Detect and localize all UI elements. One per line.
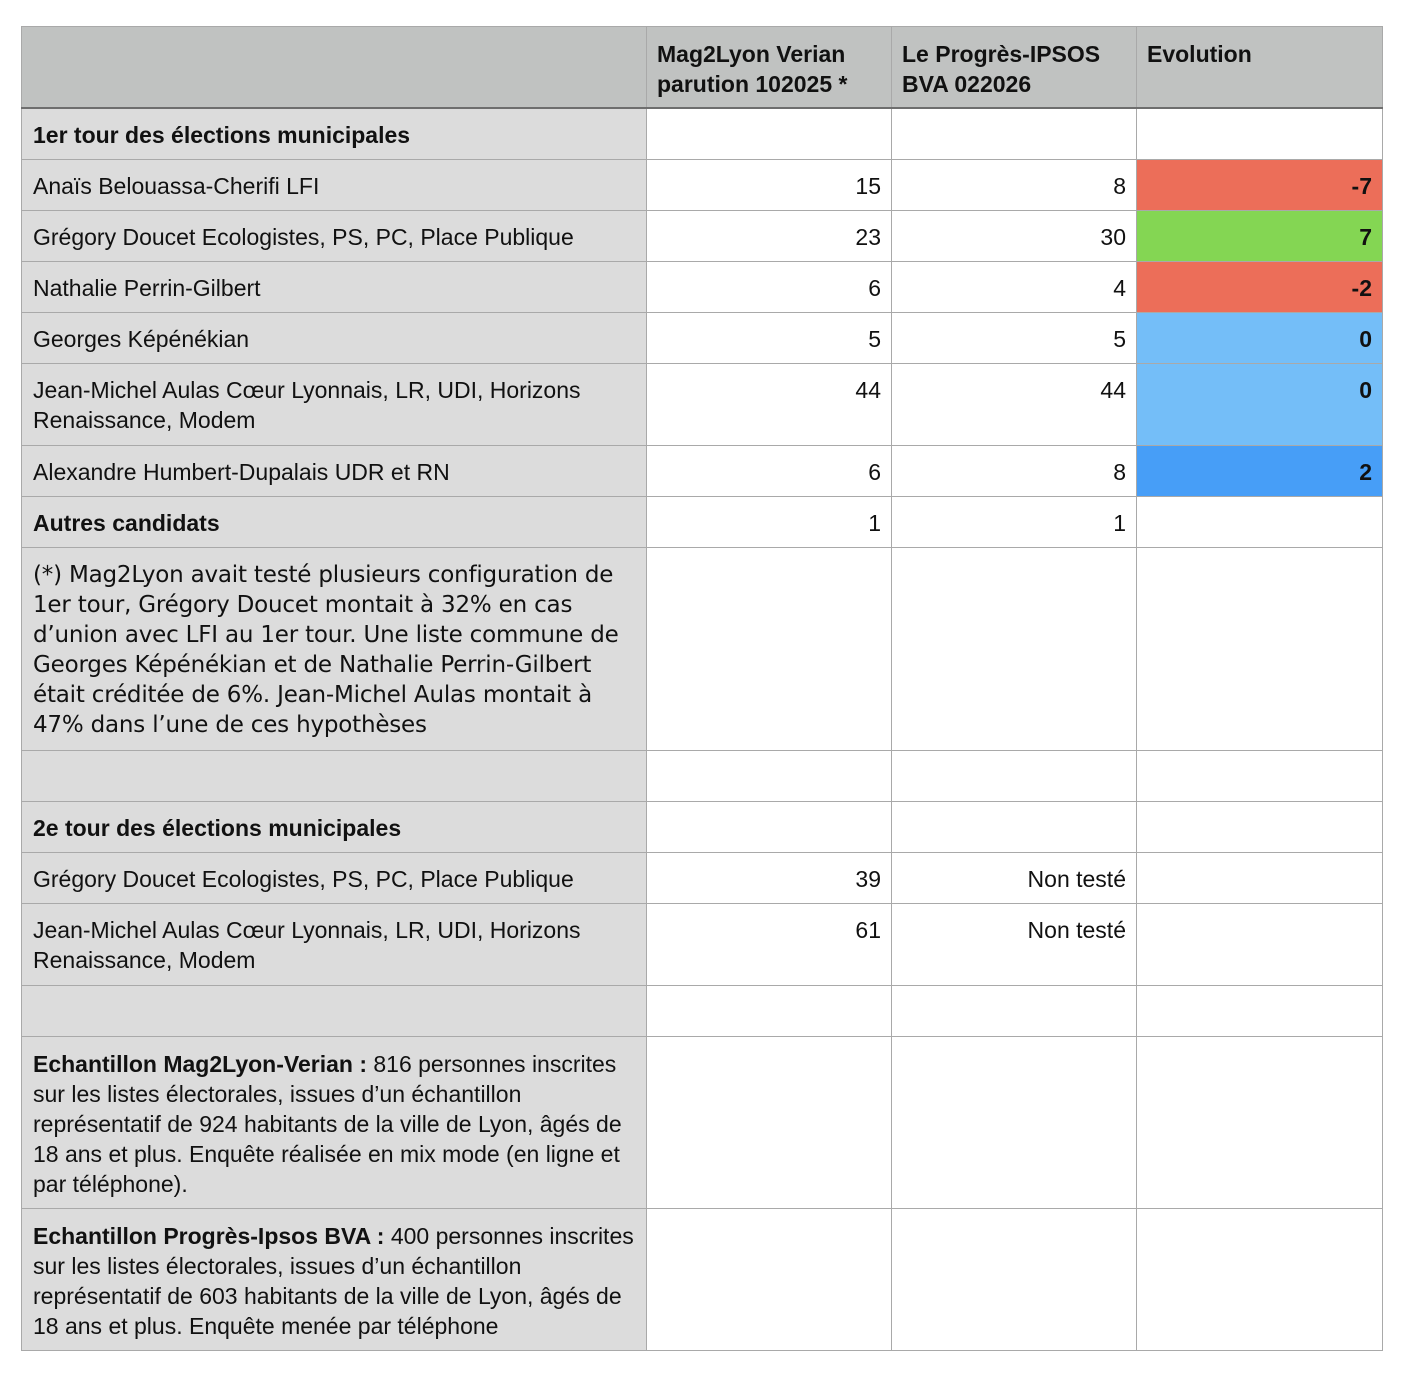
- evolution-value: [1137, 904, 1383, 986]
- empty-cell: [892, 108, 1137, 160]
- empty-cell: [1137, 1209, 1383, 1351]
- header-evolution: Evolution: [1137, 27, 1383, 109]
- candidate-name: Georges Képénékian: [22, 313, 647, 364]
- candidate-name: Jean-Michel Aulas Cœur Lyonnais, LR, UDI, Horizons Renaissance, Modem: [22, 904, 647, 986]
- evolution-value: 0: [1137, 313, 1383, 364]
- header-mag2lyon: Mag2Lyon Verian parution 102025 *: [647, 27, 892, 109]
- table-row: [22, 211, 1383, 262]
- empty-cell: [892, 802, 1137, 853]
- evolution-value: 2: [1137, 446, 1383, 497]
- sample-text: 400 personnes inscrites sur les listes électorales, issues d’un échantillon représentatif de 603 habitants de la ville de Lyon, âgés de 18 ans et plus. Enquête menée par téléphone: [33, 1223, 634, 1339]
- table-row: [22, 904, 1383, 986]
- mag2lyon-value: 1: [647, 497, 892, 548]
- progres-value: 5: [892, 313, 1137, 364]
- table-row: [22, 364, 1383, 446]
- mag2lyon-value: 39: [647, 853, 892, 904]
- mag2lyon-value: 61: [647, 904, 892, 986]
- empty-cell: [647, 1209, 892, 1351]
- table-row: [22, 313, 1383, 364]
- others-row: [22, 497, 1383, 548]
- section-row-round1: [22, 108, 1383, 160]
- evolution-value: 0: [1137, 364, 1383, 446]
- table-row: [22, 853, 1383, 904]
- candidate-name: Nathalie Perrin-Gilbert: [22, 262, 647, 313]
- section-title-round2: 2e tour des élections municipales: [22, 802, 647, 853]
- candidate-name: Grégory Doucet Ecologistes, PS, PC, Place Publique: [22, 853, 647, 904]
- evolution-value: [1137, 853, 1383, 904]
- note-row: [22, 548, 1383, 751]
- footnote-text: (*) Mag2Lyon avait testé plusieurs configuration de 1er tour, Grégory Doucet montait à 32% en cas d’union avec LFI au 1er tour. Une liste commune de Georges Képénékian et de Nathalie Perrin-Gilbert était créditée de 6%. Jean-Michel Aulas montait à 47% dans l’une de ces hypothèses: [22, 548, 647, 751]
- empty-cell: [892, 1209, 1137, 1351]
- evolution-value: -2: [1137, 262, 1383, 313]
- candidate-name: Jean-Michel Aulas Cœur Lyonnais, LR, UDI, Horizons Renaissance, Modem: [22, 364, 647, 446]
- header-row: [22, 27, 1383, 109]
- evolution-value: 7: [1137, 211, 1383, 262]
- sample-row: [22, 1209, 1383, 1351]
- empty-cell: [1137, 986, 1383, 1037]
- empty-cell: [1137, 108, 1383, 160]
- spacer-row: [22, 751, 1383, 802]
- section-title-round1: 1er tour des élections municipales: [22, 108, 647, 160]
- empty-cell: [647, 1037, 892, 1209]
- empty-cell: [1137, 751, 1383, 802]
- mag2lyon-value: 15: [647, 160, 892, 211]
- empty-cell: [892, 751, 1137, 802]
- section-row-round2: [22, 802, 1383, 853]
- header-empty: [22, 27, 647, 109]
- mag2lyon-value: 23: [647, 211, 892, 262]
- empty-cell: [647, 548, 892, 751]
- progres-value: 1: [892, 497, 1137, 548]
- spacer-row: [22, 986, 1383, 1037]
- mag2lyon-value: 44: [647, 364, 892, 446]
- candidate-name: Alexandre Humbert-Dupalais UDR et RN: [22, 446, 647, 497]
- progres-value: 30: [892, 211, 1137, 262]
- header-progres: Le Progrès-IPSOS BVA 022026: [892, 27, 1137, 109]
- empty-cell: [22, 986, 647, 1037]
- table-row: [22, 160, 1383, 211]
- mag2lyon-value: 5: [647, 313, 892, 364]
- empty-cell: [647, 802, 892, 853]
- evolution-value: -7: [1137, 160, 1383, 211]
- progres-value: 4: [892, 262, 1137, 313]
- candidate-name: Anaïs Belouassa-Cherifi LFI: [22, 160, 647, 211]
- progres-value: 8: [892, 446, 1137, 497]
- empty-cell: [892, 548, 1137, 751]
- sample-title: Echantillon Progrès-Ipsos BVA :: [33, 1223, 385, 1249]
- mag2lyon-value: 6: [647, 446, 892, 497]
- evolution-value: [1137, 497, 1383, 548]
- empty-cell: [1137, 802, 1383, 853]
- empty-cell: [647, 986, 892, 1037]
- mag2lyon-value: 6: [647, 262, 892, 313]
- empty-cell: [892, 986, 1137, 1037]
- progres-value: Non testé: [892, 853, 1137, 904]
- empty-cell: [1137, 548, 1383, 751]
- candidate-name: Grégory Doucet Ecologistes, PS, PC, Place Publique: [22, 211, 647, 262]
- others-label: Autres candidats: [22, 497, 647, 548]
- empty-cell: [1137, 1037, 1383, 1209]
- progres-value: 8: [892, 160, 1137, 211]
- table-row: [22, 262, 1383, 313]
- sample-row: [22, 1037, 1383, 1209]
- table-row: [22, 446, 1383, 497]
- progres-value: 44: [892, 364, 1137, 446]
- sample-description-mag2lyon: [22, 1037, 647, 1209]
- sample-text: 816 personnes inscrites sur les listes électorales, issues d’un échantillon représentatif de 924 habitants de la ville de Lyon, âgés de 18 ans et plus. Enquête réalisée en mix mode (en ligne et par téléphone).: [33, 1051, 622, 1197]
- sample-title: Echantillon Mag2Lyon-Verian :: [33, 1051, 367, 1077]
- empty-cell: [647, 108, 892, 160]
- progres-value: Non testé: [892, 904, 1137, 986]
- poll-comparison-table: [21, 26, 1383, 1351]
- sample-description-progres: [22, 1209, 647, 1351]
- empty-cell: [647, 751, 892, 802]
- empty-cell: [22, 751, 647, 802]
- empty-cell: [892, 1037, 1137, 1209]
